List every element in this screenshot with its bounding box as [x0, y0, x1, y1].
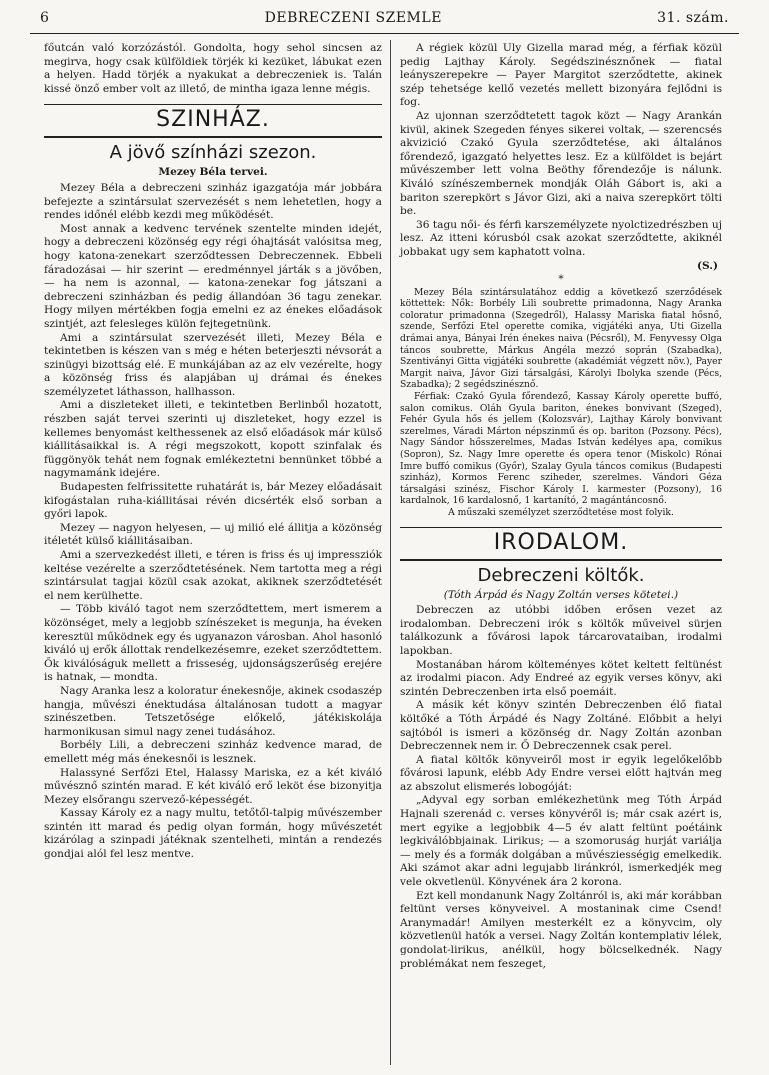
article-subtitle: (Tóth Árpád és Nagy Zoltán verses kötetei.): [443, 588, 679, 601]
separator-star: *: [558, 273, 564, 286]
paragraph: Ami a szervezkedést illeti, e téren is friss és uj impressziók keltése vezérelte a szerződtetésének. Nem tartotta meg a régi szintársulat tagjai közül csak azokat, akiknek szerződtetését el nem kerülhette.: [44, 549, 382, 602]
paragraph: Nagy Aranka lesz a koloratur énekesnője, akinek csodaszép hangja, művészi énektudása általánosan tudott a magyar szinészetben. Tetszetősége előkelő, játékiskolája harmonikusan simul nagy zenei tudásához.: [44, 684, 382, 738]
author-signature: (S.): [697, 259, 718, 272]
intro-paragraph: főutcán való korzózástól. Gondolta, hogy sehol sincsen az megirva, hogy csak külföldiek törjék ki kezüket, lábukat ezen a helyen. Hadd törjék a nyakukat a debreczeniek is. Talán kissé önző ember volt az illető, de mintha igaza lenne mégis.: [44, 42, 382, 95]
header-rule: [30, 33, 739, 34]
paragraph: A másik két könyv szintén Debreczenben élő fiatal költőké a Tóth Árpádé és Nagy Zoltáné. Előbbit a helyi sajtóból is ismeri a közönség dr. Nagy Zoltán azonban Debreczennek nem ir. Ő Debreczennek csak perel.: [400, 699, 722, 753]
paragraph: Kassay Károly ez a nagy multu, tetőtől-talpig művészember szintén itt marad és pedig olyan formán, hogy művészetét kizárólag a szinpadi játéknak szentelheti, mintán a rendezés gondjai alól fel lesz mentve.: [44, 807, 382, 861]
article-subtitle: Mezey Béla tervei.: [158, 166, 268, 179]
journal-title: DEBRECZENI SZEMLE: [264, 10, 442, 26]
paragraph: Mezey Béla a debreczeni szinház igazgatója már jobbára befejezte a szintársulat szervezését s nem lehetetlen, hogy a rendes időnél elébb kezdi meg működését.: [44, 181, 382, 222]
page-number: 6: [40, 10, 50, 26]
paragraph: Budapesten felfrissitette ruhatárát is, bár Mezey előadásait kifogástalan ruha-kiállitásai révén dicsérték első sorban a győri lapok.: [44, 481, 382, 521]
paragraph: Ami a szintársulat szervezését illeti, Mezey Béla e tekintetben is készen van s még e héten beterjeszti névsorát a szinügyi bizottság elé. E munkájában az az elv vezérelte, hogy a közönség friss és alapjában uj drámai és énekes személyzetet láthasson, hallhasson.: [44, 331, 382, 398]
article-title: Debreczeni költők.: [477, 564, 645, 586]
article-title: A jövő színházi szezon.: [109, 142, 317, 164]
left-column: [44, 42, 382, 862]
section-title-literature: IRODALOM.: [400, 527, 722, 561]
issue-number: 31. szám.: [657, 10, 729, 26]
paragraph: Ami a diszleteket illeti, e tekintetben Berlinből hozatott, részben saját tervei szerinti uj diszleteket, hogy ezzel is kellemes benyomást kelthessenek az első előadások már külső kiállitásaikkal is. A régi megszokott, kopott szinfalak és függönyök tehát nem fognak emlékeztetni bennünket többé a nagymamánk idejére.: [44, 399, 382, 480]
roster-paragraph: Mezey Béla szintársulatához eddig a következő szerződések köttettek: Nők: Borbély Lili soubrette primadonna, Nagy Aranka coloratur primadonna (Szegedről), Halassy Mariska fiatal hősnő, szende, Serfőzi Etel operette comika, vigjátéki anya, Uti Gizella drámai anya, Bányai Irén énekes naiva (Pécsről), M. Fenyvessy Olga táncos soubrette, Márkus Angéla mezzó soprán (Szabadka), Szentiványi Gitta vigjátéki soubrette (akadémiát végzett növ.), Payer Margit naiva, Jávor Gizi társalgási, Károlyi Ibolyka szende (Pécs, Szabadka); 2 segédszinésznő.: [400, 286, 722, 391]
paragraph: A régiek közül Uly Gizella marad még, a férfiak közül pedig Lajthay Károly. Segédszinésznőnek — fiatal leányszerepekre — Payer Margitot szerződtette, akinek szép tehetsége kellő vezetés mellett bizonyára fejlődni is fog.: [400, 42, 722, 109]
paragraph: „Adyval egy sorban emlékezhetünk meg Tóth Árpád Hajnali szerenád c. verses könyvéről is; már csak azért is, mert egyike a legjobbik 4—5 év alatt feltünt poétáink legkiválóbbjainak. Lirikus; — a szomoruság hurját variálja — mely és a formák dolgában a művésziességig emelkedik. Aki számot akar adni legujabb liránkról, ismerkedjék meg vele okvetlenül. Könyvének ára 2 korona.: [400, 794, 722, 889]
paragraph: Az ujonnan szerződtetett tagok közt — Nagy Arankán kivül, akinek Szegeden fényes sikerei voltak, — szerencsés akvizició Czakó Gyula szerződtetése, aki általános főrendező, igazgató helyettes lesz. Ez a külföldet is bejárt művészember lett volna Beöthy főrendezője is nálunk. Kiváló színészembernek mondják Oláh Gábort is, aki a bariton szerepkört s Jávor Gizi, aki a naiva szerepkört tölti be.: [400, 109, 722, 218]
column-divider: [390, 40, 391, 1065]
section-title-theatre: SZINHÁZ.: [44, 104, 382, 138]
paragraph: — Több kiváló tagot nem szerződtettem, mert ismerem a közönséget, mely a legjobb színészeket is megunja, ha éveken keresztül működnek egy és ugyanazon városban. Ahol hasonló kiváló uj erők állottak rendelkezésemre, ezeket szerződtettem. Ők kiválóságuk mellett a frisseség, ujdonságszerűség erejére is hatnak, — mondta.: [44, 603, 382, 684]
paragraph: Mezey — nagyon helyesen, — uj milió elé állitja a közönség itéletét külső kiállitásaiban.: [44, 521, 382, 548]
roster-paragraph: Férfiak: Czakó Gyula főrendező, Kassay Károly operette buffó, salon comikus. Oláh Gyula bariton, énekes bonvivant (Szeged), Fehér Gyula hős és jellem (Kolozsvár), Lajthay Károly bonvivant szerelmes, Váradi Márton népszinmű és op. bariton (Pozsony. Pécs), Nagy Sándor hősszerelmes, Madas István kedélyes apa, comikus (Sopron), Sz. Nagy Imre operette és opera tenor (Miskolc) Rónai Imre buffó comikus (Győr), Szalay Gyula táncos comikus (Budapesti szinház), Kormos Ferenc sziheder, szerelmes. Vándori Géza társalgási szinész, Fischor Károly I. karmester (Pozsony), 16 kardalnok, 16 kardalosnő, 1 kartanító, 2 magántáncosnő.: [400, 391, 722, 507]
paragraph: 36 tagu női- és férfi karszemélyzete nyolctizedrészben uj lesz. Az itteni kórusból csak azokat szerződtette, akiknél jobbakat ugy sem kaphatott volna.: [400, 218, 722, 258]
paragraph: Mostanában három költeményes kötet keltett feltünést az irodalmi piacon. Ady Endreé az egyik verses könyv, aki szintén Debreczenben irta első poemáit.: [400, 658, 722, 698]
paragraph: A fiatal költők könyveiről most ir egyik legelőkelőbb fővárosi lapunk, elébb Ady Endre versei előtt hajtván meg az abszolut elismerés lobogóját:: [400, 753, 722, 793]
right-column: [400, 42, 722, 971]
paragraph: Debreczen az utóbbi időben erősen vezet az irodalomban. Debreczeni irók s költők műveivel sürjen találkozunk a fővárosi lapok tárcarovataiban, irodalmi lapokban.: [400, 604, 722, 657]
paragraph: Borbély Lili, a debreczeni szinház kedvence marad, de emellett még más énekesnői is lesznek.: [44, 739, 382, 765]
paragraph: Ezt kell mondanunk Nagy Zoltánról is, aki már korábban feltünt verses könyveivel. A mostaninak cime Csend! Aranymadár! Amilyen mesterkélt ez a könyvcim, oly közvetlenül hatók a versei. Nagy Zoltán kontemplativ lélek, gondolat-lirikus, anélkül, hogy bölcselkednék. Nagy problémákat nem feszeget,: [400, 889, 722, 970]
paragraph: Most annak a kedvenc tervének szentelte minden idejét, hogy a debreczeni közönség egy régi óhajtását valósitsa meg, hogy katona-zenekart szerződtessen Debreczennek. Ebbeli fáradozásai — hir szerint — eredménnyel járták s a jövőben, — ha nem is azonnal, — katona-zenekar fog játszani a debreczeni szinházban és pedig állandóan 36 tagu zenekar. Hogy milyen mértékben fogja emelni ez az énekes előadások szintjét, azt felesleges külön fejtegetnünk.: [44, 222, 382, 330]
paragraph: Halassyné Serfőzi Etel, Halassy Mariska, ez a két kiváló művésznő szintén marad. E két kiváló erő leköt ése bizonyitja Mezey elsőrangu szervező-képességét.: [44, 766, 382, 806]
roster-note: A műszaki személyzet szerződtetése most folyik.: [448, 506, 674, 518]
running-head: [40, 10, 729, 32]
roster-block: [400, 287, 722, 519]
